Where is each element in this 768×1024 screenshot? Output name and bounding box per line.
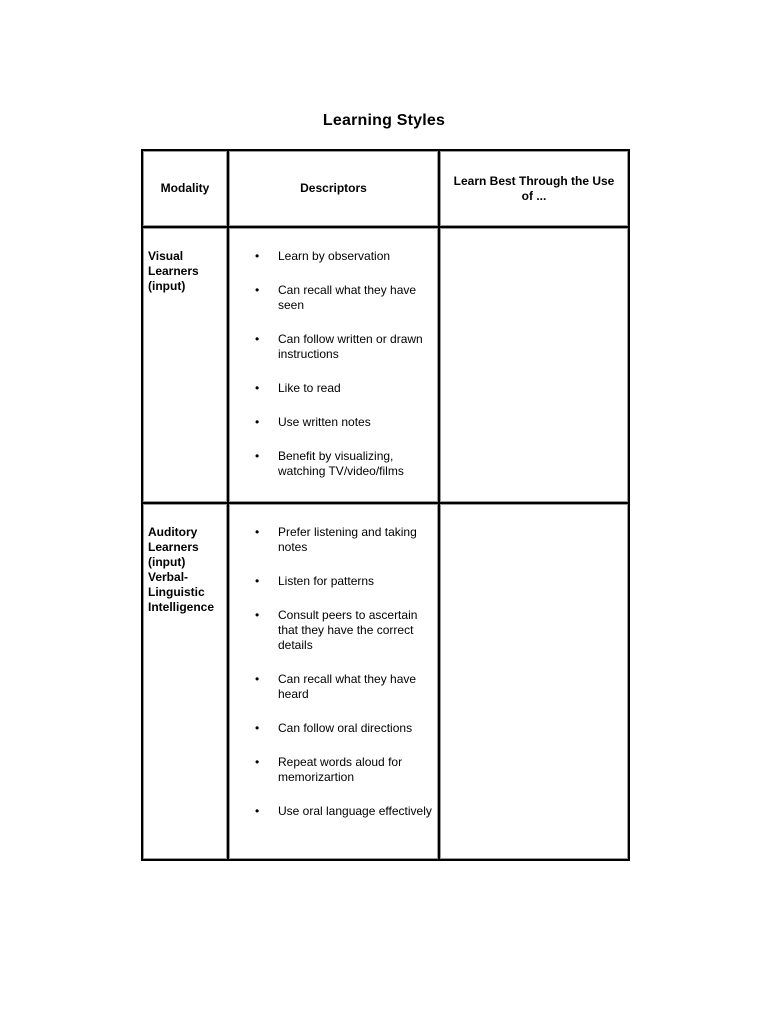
list-item [229,525,432,555]
descriptor-text: Prefer listening and taking notes [278,525,417,554]
descriptor-text: Like to read [278,381,341,395]
list-item [229,574,432,589]
list-item [229,449,432,479]
descriptors-cell [228,227,439,503]
bullet-icon: • [255,449,260,463]
page-title: Learning Styles [322,112,446,129]
bullet-icon: • [255,574,260,588]
descriptor-text: Can recall what they have seen [278,283,417,312]
header-learn-best [439,150,629,227]
list-item [229,249,432,264]
descriptor-text: Can follow oral directions [278,721,413,735]
list-item [229,804,432,819]
bullet-icon: • [255,608,260,622]
bullet-icon: • [255,755,260,769]
descriptor-list [229,504,438,819]
descriptor-text: Listen for patterns [278,574,375,588]
list-item [229,755,432,785]
modality-label: Auditory Learners (input) Verbal-Linguistic Intelligence [148,525,215,614]
descriptor-text: Consult peers to ascertain that they have the correct details [278,608,418,652]
list-item [229,415,432,430]
descriptors-cell [228,503,439,860]
bullet-icon: • [255,381,260,395]
descriptor-text: Can recall what they have heard [278,672,417,701]
list-item [229,283,432,313]
descriptor-text: Repeat words aloud for memorizartion [278,755,403,784]
table-header-row [142,150,629,227]
descriptor-text: Use written notes [278,415,371,429]
bullet-icon: • [255,804,260,818]
learn-best-cell [439,227,629,503]
descriptor-text: Use oral language effectively [278,804,432,818]
list-item [229,608,432,653]
list-item [229,332,432,362]
learn-best-cell [439,503,629,860]
bullet-icon: • [255,249,260,263]
header-modality-label: Modality [160,181,210,195]
modality-label: Visual Learners (input) [148,249,199,293]
list-item [229,672,432,702]
learning-styles-table [141,149,630,861]
table-row-visual [142,227,629,503]
modality-cell [142,503,228,860]
descriptor-text: Learn by observation [278,249,391,263]
bullet-icon: • [255,332,260,346]
bullet-icon: • [255,721,260,735]
descriptor-text: Benefit by visualizing, watching TV/video/films [278,449,404,478]
descriptor-list [229,228,438,479]
header-descriptors-label: Descriptors [300,181,367,195]
list-item [229,721,432,736]
table-row-auditory [142,503,629,860]
bullet-icon: • [255,525,260,539]
header-learn-best-label: Learn Best Through the Use of ... [453,173,615,203]
bullet-icon: • [255,283,260,297]
modality-cell [142,227,228,503]
bullet-icon: • [255,672,260,686]
bullet-icon: • [255,415,260,429]
header-modality [142,150,228,227]
list-item [229,381,432,396]
descriptor-text: Can follow written or drawn instructions [278,332,423,361]
header-descriptors [228,150,439,227]
